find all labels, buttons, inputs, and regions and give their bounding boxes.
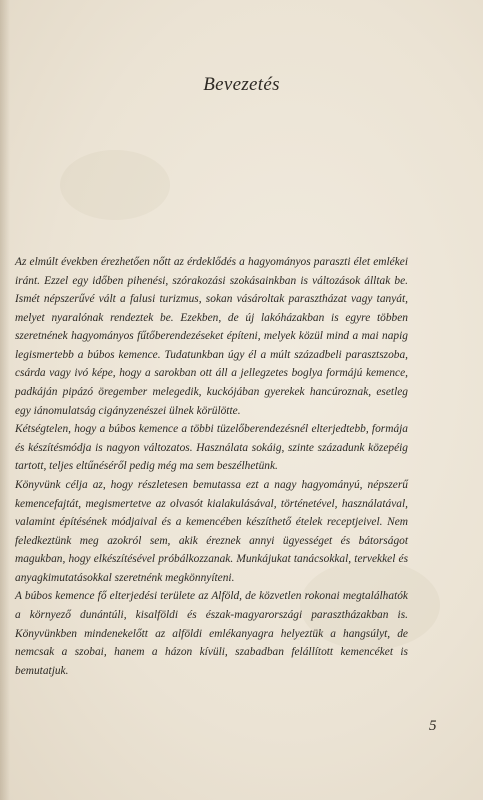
paragraph: A búbos kemence fő elterjedési területe az Alföld, de közvetlen rokonai megtalálhatók a környező dunántúli, kisalföldi és észak-magyarországi parasztházakban is. Könyvünkben mindenekelőtt az alföldi emlékanyagra helyeztük a hangsúlyt, de nemcsak a szobai, hanem a házon kívüli, szabadban felállított kemencéket is bemutatjuk. (15, 590, 408, 677)
paragraph: Kétségtelen, hogy a búbos kemence a többi tüzelőberendezésnél elterjedtebb, formája és készítésmódja is nagyon változatos. Használata sokáig, szinte századunk közepéig tartott, teljes eltűnéséről pedig még ma sem beszélhetünk. (15, 423, 408, 473)
paragraph: Az elmúlt években érezhetően nőtt az érdeklődés a hagyományos paraszti élet emlékei iránt. Ezzel egy időben pihenési, szórakozási szokásainkban is változások álltak be. Ismét népszerűvé vált a falusi turizmus, sokan vásároltak parasztházat vagy tanyát, melyet nyaralónak rendeztek be. Ezekben, de új lakóházakban is egyre többen szeretnének hagyományos fűtőberendezéseket építeni, melyek közül mind a mai napig legismertebb a búbos kemence. Tudatunkban úgy él a múlt századbeli parasztszoba, csárda vagy ivó képe, hogy a sarokban ott áll a jellegzetes boglya formájú kemence, padkáján pipázó öregember melegedik, kuckójában gyerekek hancúroznak, esetleg egy iánomulatság cigányzenészei ülnek körülötte. (15, 256, 408, 417)
paper-stain (60, 150, 170, 220)
spine-shadow (0, 0, 10, 800)
body-text (15, 253, 408, 680)
chapter-heading: Bevezetés (203, 74, 280, 95)
page-number: 5 (429, 718, 437, 734)
paragraph: Könyvünk célja az, hogy részletesen bemutassa ezt a nagy hagyományú, népszerű kemencefajtát, megismertetve az olvasót kialakulásával, történetével, használatával, valamint építésének módjaival és a kemencében készíthető ételek receptjeivel. Nem feledkeztünk meg azokról sem, akik éreznek annyi ügyességet és bátorságot magukban, hogy elkészítésével próbálkozzanak. Munkájukat tanácsokkal, tervekkel és anyagkimutatásokkal szeretnénk megkönnyíteni. (15, 478, 408, 584)
